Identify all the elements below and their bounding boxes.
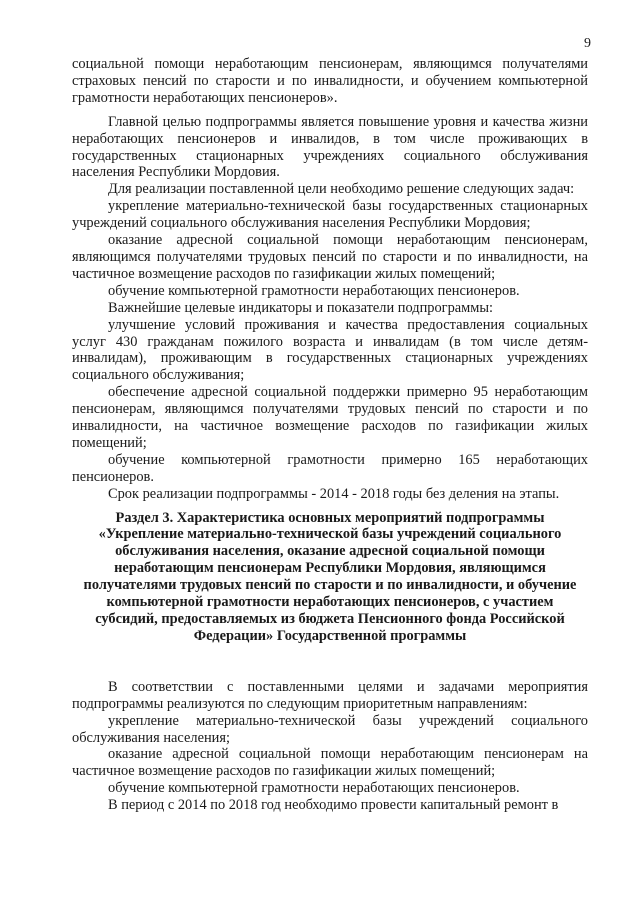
paragraph: В период с 2014 по 2018 год необходимо провести капитальный ремонт в [108,797,559,814]
paragraph: Срок реализации подпрограммы - 2014 - 2018 годы без деления на этапы. [108,485,560,502]
paragraph: обучение компьютерной грамотности примерно 165 неработающих пенсионеров. [72,451,588,485]
paragraph: Важнейшие целевые индикаторы и показатели подпрограммы: [108,299,494,316]
paragraph: обеспечение адресной социальной поддержки примерно 95 неработающим пенсионерам, являющимся получателями трудовых пенсий по старости и по инвалидности, на частичное возмещение расходов по газификации жилых помещений; [72,384,588,451]
paragraph: улучшение условий проживания и качества предоставления социальных услуг 430 гражданам пожилого возраста и инвалидам (в том числе детям-инвалидам), проживающим в государственных стационарных учреждениях социального обслуживания; [72,316,588,384]
page-number: 9 [584,36,591,51]
paragraph: Главной целью подпрограммы является повышение уровня и качества жизни неработающих пенсионеров и инвалидов, в том числе проживающих в государственных стационарных учреждениях социального обслуживания населения Республики Мордовия. [72,113,588,181]
paragraph: В соответствии с поставленными целями и задачами мероприятия подпрограммы реализуются по следующим приоритетным направлениям: [72,678,588,712]
paragraph: социальной помощи неработающим пенсионерам, являющимся получателями страховых пенсий по старости и по инвалидности, и обучением компьютерной грамотности неработающих пенсионеров». [72,56,588,106]
section-heading: Раздел 3. Характеристика основных мероприятий подпрограммы «Укрепление материально-технической базы учреждений социального обслуживания населения, оказание адресной социальной помощи неработающим пенсионерам Республики Мордовия, являющимся получателями трудовых пенсий по старости и по инвалидности, и обучение компьютерной грамотности неработающих пенсионеров, с участием субсидий, предоставляемых из бюджета Пенсионного фонда Российской Федерации» Государственной программы [83,509,577,644]
paragraph: укрепление материально-технической базы государственных стационарных учреждений социального обслуживания населения Республики Мордовия; [72,198,588,232]
paragraph: обучение компьютерной грамотности неработающих пенсионеров. [108,780,520,797]
paragraph: оказание адресной социальной помощи неработающим пенсионерам на частичное возмещение расходов по газификации жилых помещений; [72,746,588,780]
paragraph: укрепление материально-технической базы учреждений социального обслуживания населения; [72,712,588,746]
paragraph: оказание адресной социальной помощи неработающим пенсионерам, являющимся получателями трудовых пенсий по старости и по инвалидности, на частичное возмещение расходов по газификации жилых помещений; [72,232,588,282]
paragraph: обучение компьютерной грамотности неработающих пенсионеров. [108,282,520,299]
paragraph: Для реализации поставленной цели необходимо решение следующих задач: [108,181,575,198]
spacer [72,645,588,679]
